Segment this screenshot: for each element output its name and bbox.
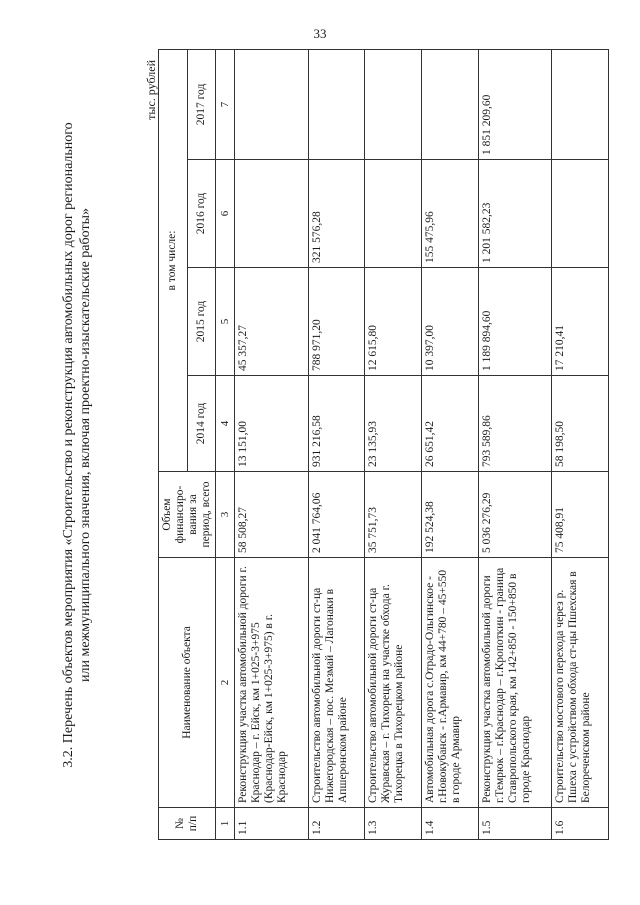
value-2014: 931 216,58	[308, 376, 365, 472]
page-number: 33	[313, 26, 327, 41]
section-heading	[60, 50, 94, 840]
value-2017	[235, 49, 309, 159]
column-number: 6	[216, 160, 235, 268]
value-2014: 26 651,42	[421, 376, 478, 472]
objects-table	[158, 49, 609, 840]
table-row	[308, 49, 365, 839]
table-row	[552, 49, 609, 839]
column-number: 4	[216, 376, 235, 472]
value-2014: 58 198,50	[552, 376, 609, 472]
row-num: 1.5	[478, 808, 552, 840]
header-2015: 2015 год	[187, 268, 216, 376]
rotated-landscape-content	[60, 50, 593, 840]
header-2016: 2016 год	[187, 160, 216, 268]
value-2015: 17 210,41	[552, 268, 609, 376]
header-total: Объем финансиро-вания за период, всего	[159, 472, 216, 558]
table-row	[235, 49, 309, 839]
value-2016: 155 475,96	[421, 160, 478, 268]
value-2014: 23 135,93	[365, 376, 422, 472]
value-2016	[235, 160, 309, 268]
heading-line-1: 3.2. Перечень объектов мероприятия «Строительство и реконструкция автомобильных дорог регионального	[61, 122, 76, 768]
value-2016: 1 201 582,23	[478, 160, 552, 268]
object-name: Строительство автомобильной дороги ст-ца Журавская – г. Тихорецк на участке обхода г. Тихорецка в Тихорецком районе	[365, 558, 422, 808]
value-2017	[308, 49, 365, 159]
column-number: 1	[216, 808, 235, 840]
value-2015: 45 357,27	[235, 268, 309, 376]
value-2017: 1 851 209,60	[478, 49, 552, 159]
header-2017: 2017 год	[187, 49, 216, 159]
table-row	[365, 49, 422, 839]
row-num: 1.3	[365, 808, 422, 840]
object-name: Реконструкция участка автомобильной дороги г.Темрюк – г.Краснодар – г.Кропоткин - граница Ставропольского края, км 142+850 - 150+850 в городе Краснодар	[478, 558, 552, 808]
header-2014: 2014 год	[187, 376, 216, 472]
heading-line-2: или межмуниципального значения, включая проектно-изыскательские работы»	[78, 208, 93, 682]
table-row	[478, 49, 552, 839]
row-num: 1.1	[235, 808, 309, 840]
value-2015: 10 397,00	[421, 268, 478, 376]
total-value: 58 508,27	[235, 472, 309, 558]
column-number: 2	[216, 558, 235, 808]
column-number: 3	[216, 472, 235, 558]
value-2017	[365, 49, 422, 159]
object-name: Реконструкция участка автомобильной дороги г. Краснодар – г. Ейск, км 1+025-3+975 (Краснодар-Ейск, км 1+025-3+975) в г. Краснодар	[235, 558, 309, 808]
value-2014: 793 589,86	[478, 376, 552, 472]
value-2015: 1 189 894,60	[478, 268, 552, 376]
column-number: 7	[216, 49, 235, 159]
total-value: 75 408,91	[552, 472, 609, 558]
value-2015: 788 971,20	[308, 268, 365, 376]
header-including: в том числе:	[159, 49, 188, 471]
header-num: № п/п	[159, 808, 216, 840]
total-value: 5 036 276,29	[478, 472, 552, 558]
object-name: Автомобильная дорога с.Отрадо-Ольгинское - г.Новокубанск - г.Армавир, км 44+780 – 45+550 в городе Армавир	[421, 558, 478, 808]
value-2017	[552, 49, 609, 159]
column-number: 5	[216, 268, 235, 376]
value-2016: 321 576,28	[308, 160, 365, 268]
total-value: 2 041 764,06	[308, 472, 365, 558]
column-number-row	[216, 49, 235, 839]
header-name: Наименование объекта	[159, 558, 216, 808]
table-row	[421, 49, 478, 839]
value-2014: 13 151,00	[235, 376, 309, 472]
total-value: 192 524,38	[421, 472, 478, 558]
row-num: 1.2	[308, 808, 365, 840]
value-2016	[365, 160, 422, 268]
row-num: 1.4	[421, 808, 478, 840]
value-2017	[421, 49, 478, 159]
value-2016	[552, 160, 609, 268]
total-value: 35 751,73	[365, 472, 422, 558]
object-name: Строительство автомобильной дороги ст-ца Нижегородская – пос. Мезмай – Лагонаки в Апшеронском районе	[308, 558, 365, 808]
unit-label: тыс. рублей	[144, 60, 158, 120]
row-num: 1.6	[552, 808, 609, 840]
object-name: Строительство мостового перехода через р. Пшеха с устройством обхода ст-цы Пшехская в Белореченском районе	[552, 558, 609, 808]
value-2015: 12 615,80	[365, 268, 422, 376]
